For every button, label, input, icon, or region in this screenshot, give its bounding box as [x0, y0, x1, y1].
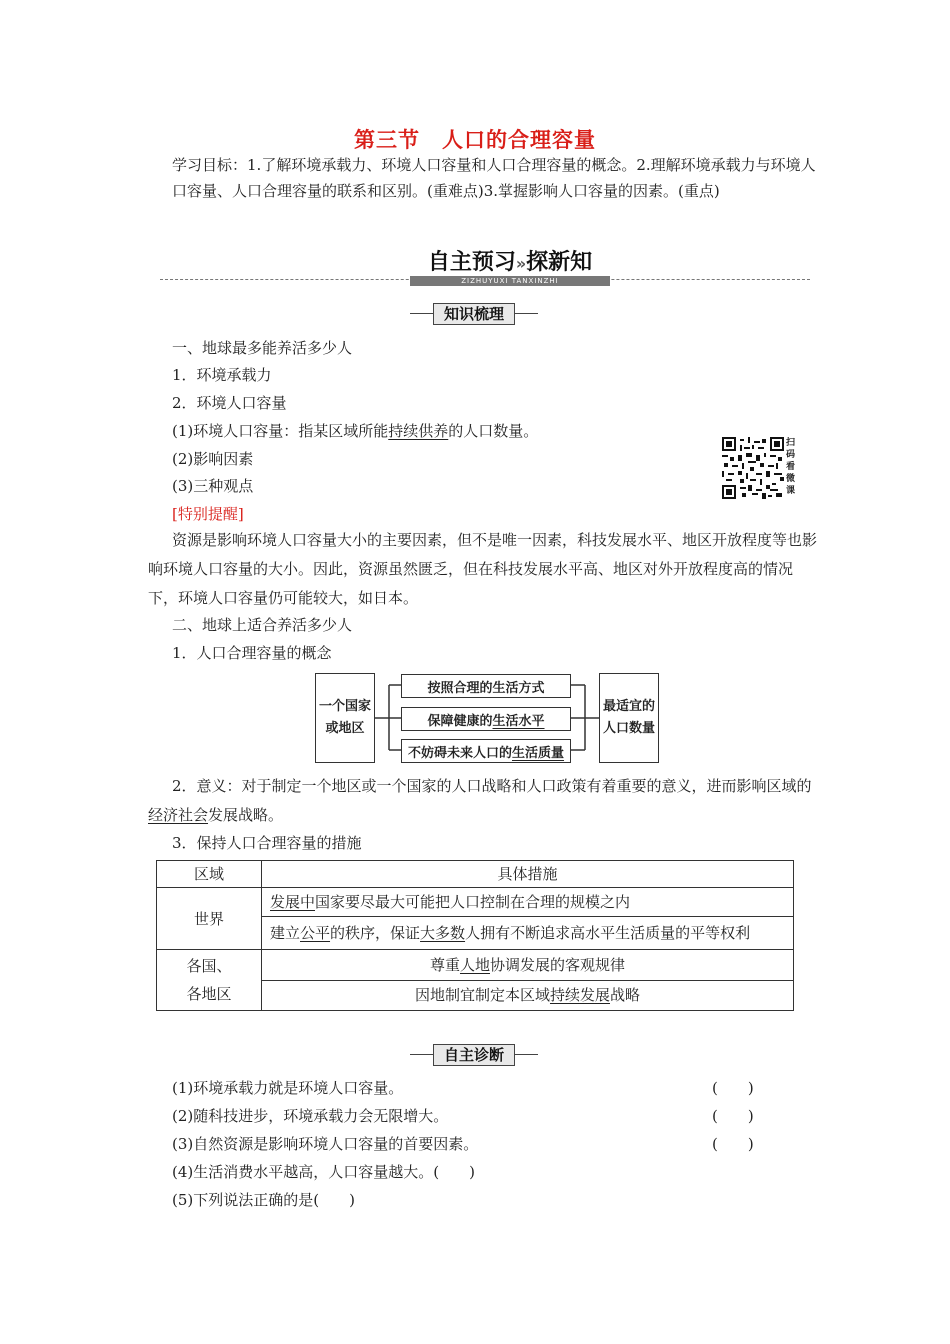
section1-item1: 1．环境承载力	[172, 366, 272, 384]
tag-diagnosis	[410, 1044, 538, 1064]
objectives-text: 1.了解环境承载力、环境人口容量和人口合理容量的概念。2.理解环境承载力与环境人口容量、人口合理容量的联系和区别。(重难点)3.掌握影响人口容量的因素。(重点)	[172, 156, 816, 200]
diagram-right-box	[599, 673, 659, 763]
left-line1: 一个国家	[318, 699, 371, 714]
lm1-a: 尊重	[429, 955, 460, 974]
table-header: 具体措施	[262, 861, 794, 888]
region-local	[157, 950, 262, 1011]
table-row	[157, 950, 794, 981]
section2-heading: 二、地球上适合养活多少人	[172, 616, 353, 634]
local-measure-1	[262, 950, 794, 981]
region-world: 世界	[157, 888, 262, 950]
banner-arrow-icon: »	[515, 254, 527, 273]
tag-knowledge-label: 知识梳理	[433, 303, 515, 325]
banner-subtitle: ZIZHUYUXI TANXINZHI	[410, 276, 610, 286]
item2-prefix: 2．意义：对于制定一个地区或一个国家的人口战略和人口政策有着重要的意义，进而影响区域的	[172, 777, 812, 795]
diagram-left-box	[315, 673, 375, 763]
diagnosis-question: (3)自然资源是影响环境人口容量的首要因素。	[172, 1135, 479, 1153]
world-measure-2	[262, 917, 794, 950]
diagram-mid-box-1: 按照合理的生活方式	[401, 674, 571, 698]
section2-item1: 1．人口合理容量的概念	[172, 644, 332, 662]
mid3-prefix: 不妨碍未来人口的	[407, 745, 512, 761]
local-label-1: 各国、	[186, 957, 232, 975]
wm2-a: 建立	[270, 924, 301, 942]
lm1-b: 协调发展的客观规律	[490, 955, 626, 974]
measures-table	[156, 860, 794, 1011]
world-measure-1	[262, 888, 794, 917]
mid2-prefix: 保障健康的	[427, 713, 493, 729]
blank-developing: 发展中	[270, 893, 316, 911]
banner-main: 自主预习	[427, 250, 516, 275]
table-header: 区域	[157, 861, 262, 888]
section1-sub3: (3)三种观点	[172, 477, 254, 495]
blank-majority: 大多数	[420, 924, 466, 942]
left-line2: 或地区	[325, 721, 365, 736]
item2-suffix: 发展战略。	[208, 806, 284, 824]
blank-sustainable: 持续发展	[549, 986, 610, 1005]
concept-diagram	[315, 670, 660, 766]
note-label: [特别提醒]	[172, 505, 244, 523]
diagnosis-question: (5)下列说法正确的是( )	[172, 1191, 355, 1209]
table-header-row	[157, 861, 794, 888]
section2-item3: 3．保持人口合理容量的措施	[172, 834, 362, 852]
table-row	[157, 888, 794, 917]
qr-caption	[786, 437, 800, 497]
wm2-b: 的秩序，保证	[330, 924, 421, 942]
right-line1: 最适宜的	[602, 699, 655, 714]
answer-bracket[interactable]: ( )	[712, 1135, 754, 1153]
wm2-c: 人拥有不断追求高水平生活质量的平等权利	[465, 924, 751, 942]
qr-caption-char: 微	[786, 474, 796, 484]
section1-item2: 2．环境人口容量	[172, 394, 287, 412]
section-banner	[410, 245, 610, 276]
banner-highlight: 探新知	[526, 250, 593, 275]
blank-fair: 公平	[300, 924, 331, 942]
right-line2: 人口数量	[602, 721, 655, 736]
diagnosis-question: (4)生活消费水平越高，人口容量越大。( )	[172, 1163, 475, 1181]
section1-sub2: (2)影响因素	[172, 450, 254, 468]
objectives-label: 学习目标：	[172, 156, 248, 174]
note-text: 资源是影响环境人口容量大小的主要因素，但不是唯一因素，科技发展水平、地区开放程度等也影响环境人口容量的大小。因此，资源虽然匮乏，但在科技发展水平高、地区对外开放程度高的情况下，环境人口容量仍可能较大，如日本。	[148, 531, 818, 607]
local-label-2: 各地区	[186, 985, 232, 1003]
qr-caption-char: 码	[786, 450, 796, 460]
diagnosis-question: (2)随科技进步，环境承载力会无限增大。	[172, 1107, 449, 1125]
qr-caption-char: 扫	[786, 438, 796, 448]
answer-bracket[interactable]: ( )	[712, 1107, 754, 1125]
lm2-b: 战略	[610, 986, 641, 1005]
blank-life-quality: 生活质量	[512, 745, 565, 761]
section1-heading: 一、地球最多能养活多少人	[172, 339, 353, 357]
qr-caption-char: 课	[786, 486, 796, 496]
qr-caption-char: 看	[786, 462, 796, 472]
sub1-suffix: 的人口数量。	[448, 422, 539, 440]
world-measure-1-text: 国家要尽最大可能把人口控制在合理的规模之内	[315, 893, 631, 911]
blank-human-land: 人地	[459, 955, 490, 974]
tag-diagnosis-label: 自主诊断	[433, 1044, 515, 1066]
page-title: 第三节 人口的合理容量	[354, 127, 596, 152]
diagram-mid-box-3	[401, 739, 571, 763]
qr-code-icon[interactable]	[722, 437, 784, 499]
answer-bracket[interactable]: ( )	[712, 1079, 754, 1097]
blank-economic-social: 经济社会	[148, 806, 209, 824]
diagnosis-question: (1)环境承载力就是环境人口容量。	[172, 1079, 404, 1097]
learning-objectives	[172, 152, 822, 204]
sub1-prefix: (1)环境人口容量：指某区域所能	[172, 422, 389, 440]
diagram-mid-box-2	[401, 707, 571, 731]
section1-sub1	[172, 420, 538, 441]
tag-knowledge	[410, 303, 538, 323]
lm2-a: 因地制宜制定本区域	[414, 986, 550, 1005]
blank-sustainable-support: 持续供养	[388, 422, 449, 440]
blank-living-standard: 生活水平	[492, 713, 545, 729]
section2-item2	[148, 772, 820, 830]
local-measure-2	[262, 980, 794, 1011]
